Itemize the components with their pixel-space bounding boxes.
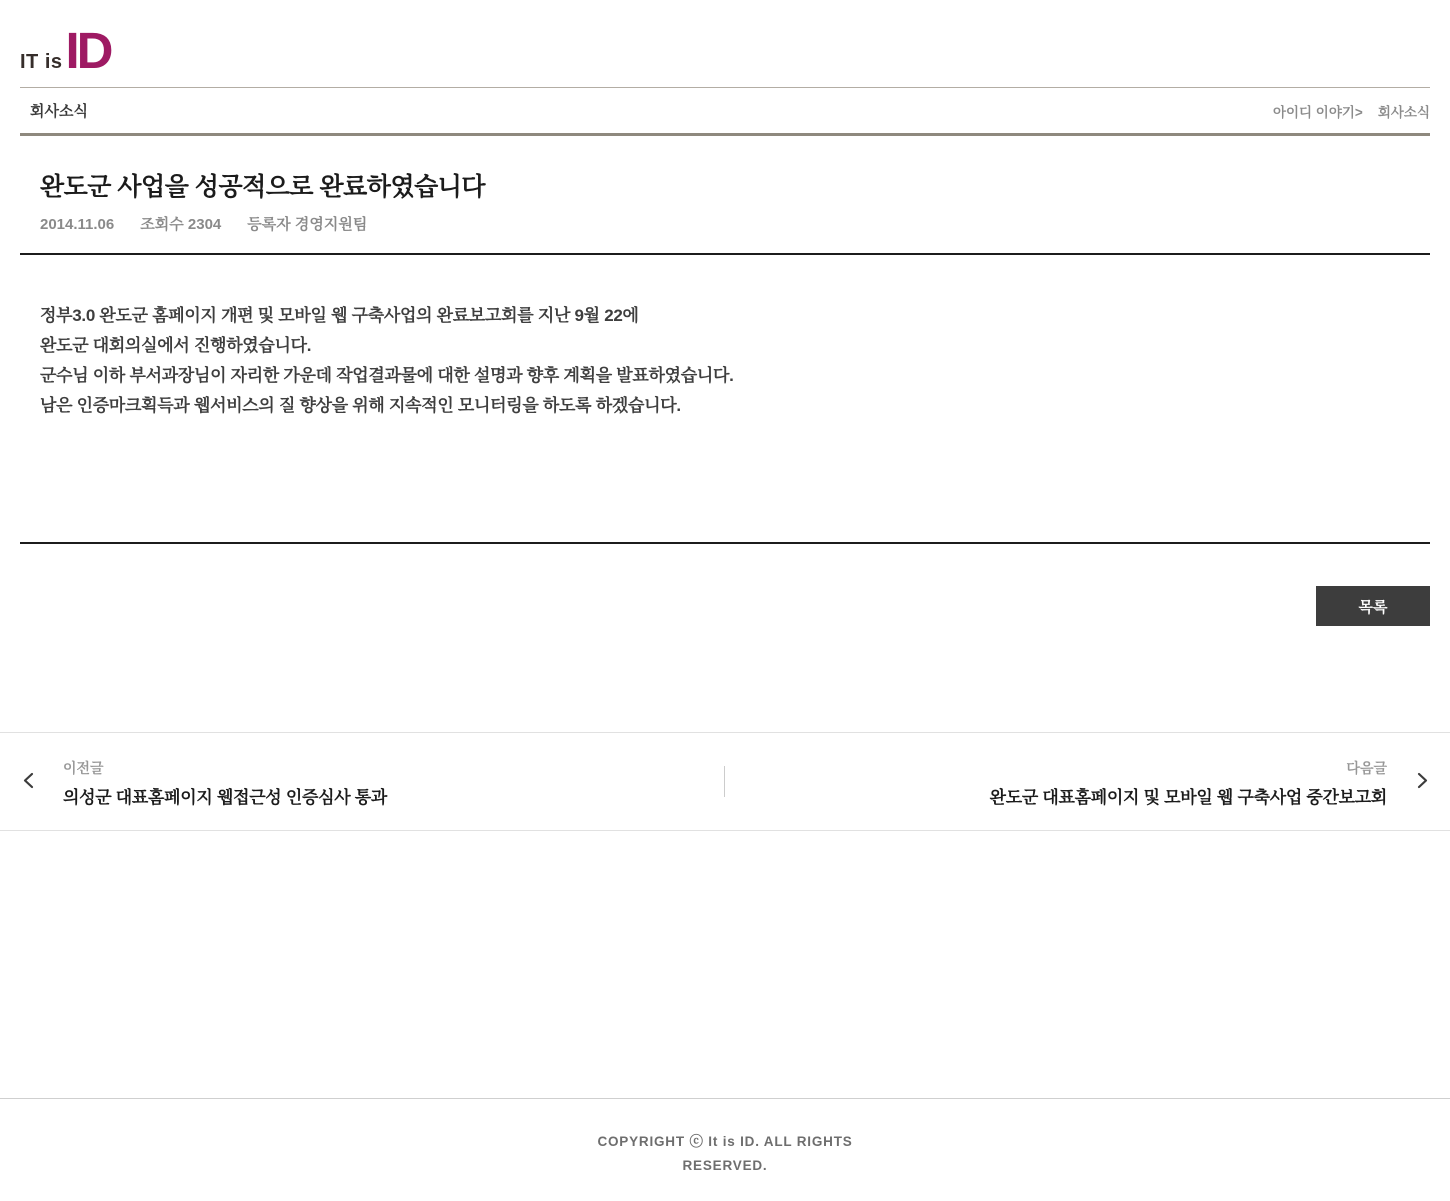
- pager-next-link[interactable]: [725, 733, 1450, 830]
- pager-prev-label: 이전글: [63, 760, 104, 776]
- breadcrumb-current[interactable]: 회사소식: [1377, 104, 1430, 120]
- footer: [0, 1098, 1450, 1178]
- section-bar: [20, 87, 1430, 136]
- article-header: [20, 136, 1430, 255]
- chevron-left-icon: [22, 772, 35, 794]
- article-title: 완도군 사업을 성공적으로 완료하였습니다: [40, 173, 486, 201]
- logo-text-prefix: IT is: [20, 51, 63, 73]
- list-button-row: [20, 586, 1430, 626]
- chevron-right-icon: [1416, 772, 1429, 794]
- pager-prev-texts: [63, 760, 387, 808]
- article-author: 등록자 경영지원팀: [247, 216, 368, 233]
- pager: [0, 732, 1450, 831]
- logo-row: [0, 0, 1450, 87]
- pager-next-label: 다음글: [1346, 760, 1387, 776]
- copyright-line1: COPYRIGHT ⓒ It is ID. ALL RIGHTS: [597, 1134, 853, 1149]
- article-meta: [40, 216, 1410, 234]
- logo-text-mark: ID: [65, 22, 111, 79]
- body-line: 정부3.0 완도군 홈페이지 개편 및 모바일 웹 구축사업의 완료보고회를 지난 9월 22에: [40, 306, 639, 325]
- body-line: 군수님 이하 부서과장님이 자리한 가운데 작업결과물에 대한 설명과 향후 계획을 발표하였습니다.: [40, 366, 734, 385]
- article-date: 2014.11.06: [40, 216, 115, 233]
- breadcrumb: [1273, 101, 1430, 121]
- copyright-line2: RESERVED.: [682, 1158, 768, 1173]
- article-views: 조회수 2304: [140, 216, 222, 233]
- pager-next-title: 완도군 대표홈페이지 및 모바일 웹 구축사업 중간보고회: [989, 788, 1387, 807]
- site-logo[interactable]: [20, 22, 111, 79]
- pager-prev-title: 의성군 대표홈페이지 웹접근성 인증심사 통과: [63, 788, 388, 807]
- body-line: 남은 인증마크획득과 웹서비스의 질 향상을 위해 지속적인 모니터링을 하도록 하겠습니다.: [40, 396, 681, 415]
- body-line: 완도군 대회의실에서 진행하였습니다.: [40, 336, 312, 355]
- breadcrumb-parent[interactable]: 아이디 이야기>: [1272, 104, 1363, 120]
- section-title: 회사소식: [30, 103, 88, 120]
- pager-next-texts: [990, 760, 1387, 808]
- list-button[interactable]: 목록: [1316, 586, 1430, 626]
- article-body: [20, 255, 1430, 544]
- pager-prev-link[interactable]: [0, 733, 725, 830]
